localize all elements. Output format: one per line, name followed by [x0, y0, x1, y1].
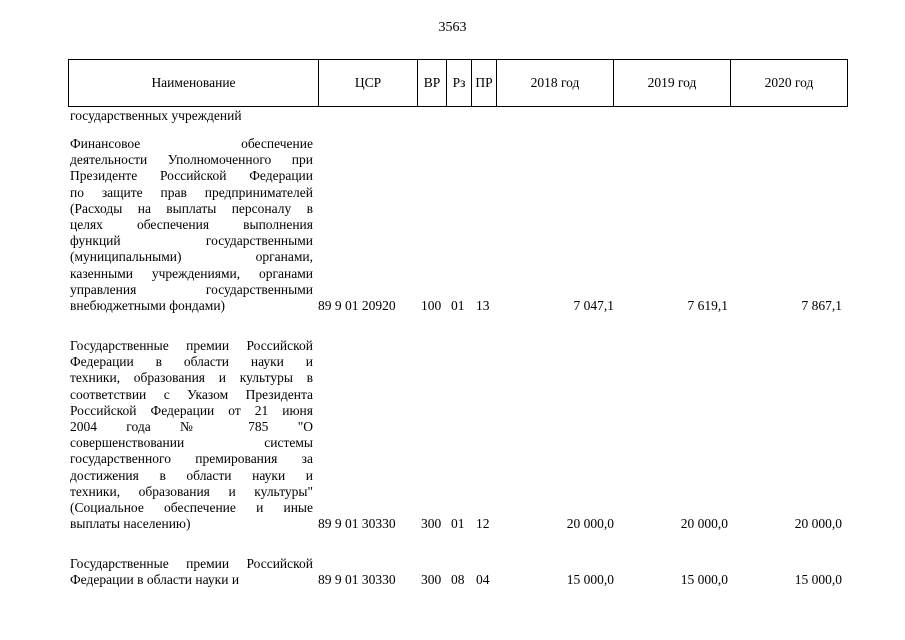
row-csr: 89 9 01 30330: [318, 516, 396, 532]
row-name-line: внебюджетными фондами): [70, 297, 226, 313]
row-rz: 08: [451, 572, 465, 588]
row-name-line: по защите прав предпринимателей: [70, 184, 313, 200]
row-name: [70, 338, 313, 532]
row-name-line: (муниципальными) органами,: [70, 249, 313, 265]
row-pr: 13: [476, 298, 490, 313]
row-name-line: 2004 года № 785 "О: [70, 418, 313, 434]
row-name-line: государственного премирования за: [70, 451, 313, 467]
row-name: [70, 556, 313, 588]
col-header-2020: 2020 год: [731, 60, 848, 107]
row-name-line: целях обеспечения выполнения: [70, 216, 313, 232]
row-name-line: Российской Федерации от 21 июня: [70, 402, 313, 418]
row-vr: 300: [421, 572, 442, 588]
row-name-line: выплаты населению): [70, 516, 191, 532]
row-name: [70, 136, 313, 314]
row-value-2018: 7 047,1: [573, 298, 614, 313]
row-name-line: соответствии с Указом Президента: [70, 386, 313, 402]
row-name-line: Федерации в области науки и: [70, 572, 240, 588]
row-name-line: (Расходы на выплаты персоналу в: [70, 200, 313, 216]
row-value-2018: 15 000,0: [566, 572, 614, 588]
row-name-line: совершенствовании системы: [70, 435, 313, 451]
row-name-line: техники, образования и культуры в: [70, 370, 313, 386]
col-header-rz: Рз: [447, 60, 472, 107]
row-name-line: управления государственными: [70, 281, 313, 297]
row-value-2020: 15 000,0: [794, 572, 842, 588]
row-value-2019: 20 000,0: [680, 516, 728, 532]
col-header-2019: 2019 год: [614, 60, 731, 107]
row-pr: 12: [476, 516, 490, 532]
row-name-line: Государственные премии Российской: [70, 556, 313, 571]
col-header-pr: ПР: [472, 60, 497, 107]
row-vr: 100: [421, 298, 442, 313]
row-name-line: достижения в области науки и: [70, 467, 313, 483]
row-name-line: функций государственными: [70, 233, 313, 249]
table-header: [68, 59, 848, 107]
row-name-line: Федерации в области науки и: [70, 354, 313, 370]
col-header-csr: ЦСР: [319, 60, 418, 107]
row-pr: 04: [476, 572, 490, 588]
row-name-line: техники, образования и культуры": [70, 483, 313, 499]
row-rz: 01: [451, 516, 465, 532]
continuation-text: государственных учреждений: [70, 108, 242, 123]
col-header-vr: ВР: [418, 60, 447, 107]
page-number: 3563: [438, 20, 467, 35]
row-vr: 300: [421, 516, 442, 532]
row-name-line: Президенте Российской Федерации: [70, 168, 313, 184]
row-name-line: Государственные премии Российской: [70, 338, 313, 353]
row-name-line: Финансовое обеспечение: [70, 136, 313, 151]
row-csr: 89 9 01 20920: [318, 298, 396, 313]
row-value-2019: 7 619,1: [687, 298, 728, 313]
row-name-line: (Социальное обеспечение и иные: [70, 499, 313, 515]
row-value-2020: 7 867,1: [801, 298, 842, 313]
row-name-line: казенными учреждениями, органами: [70, 265, 313, 281]
row-value-2019: 15 000,0: [680, 572, 728, 588]
row-rz: 01: [451, 298, 465, 313]
row-value-2018: 20 000,0: [566, 516, 614, 532]
row-value-2020: 20 000,0: [794, 516, 842, 532]
col-header-2018: 2018 год: [497, 60, 614, 107]
row-name-line: деятельности Уполномоченного при: [70, 152, 313, 168]
row-csr: 89 9 01 30330: [318, 572, 396, 588]
col-header-name: Наименование: [69, 60, 319, 107]
